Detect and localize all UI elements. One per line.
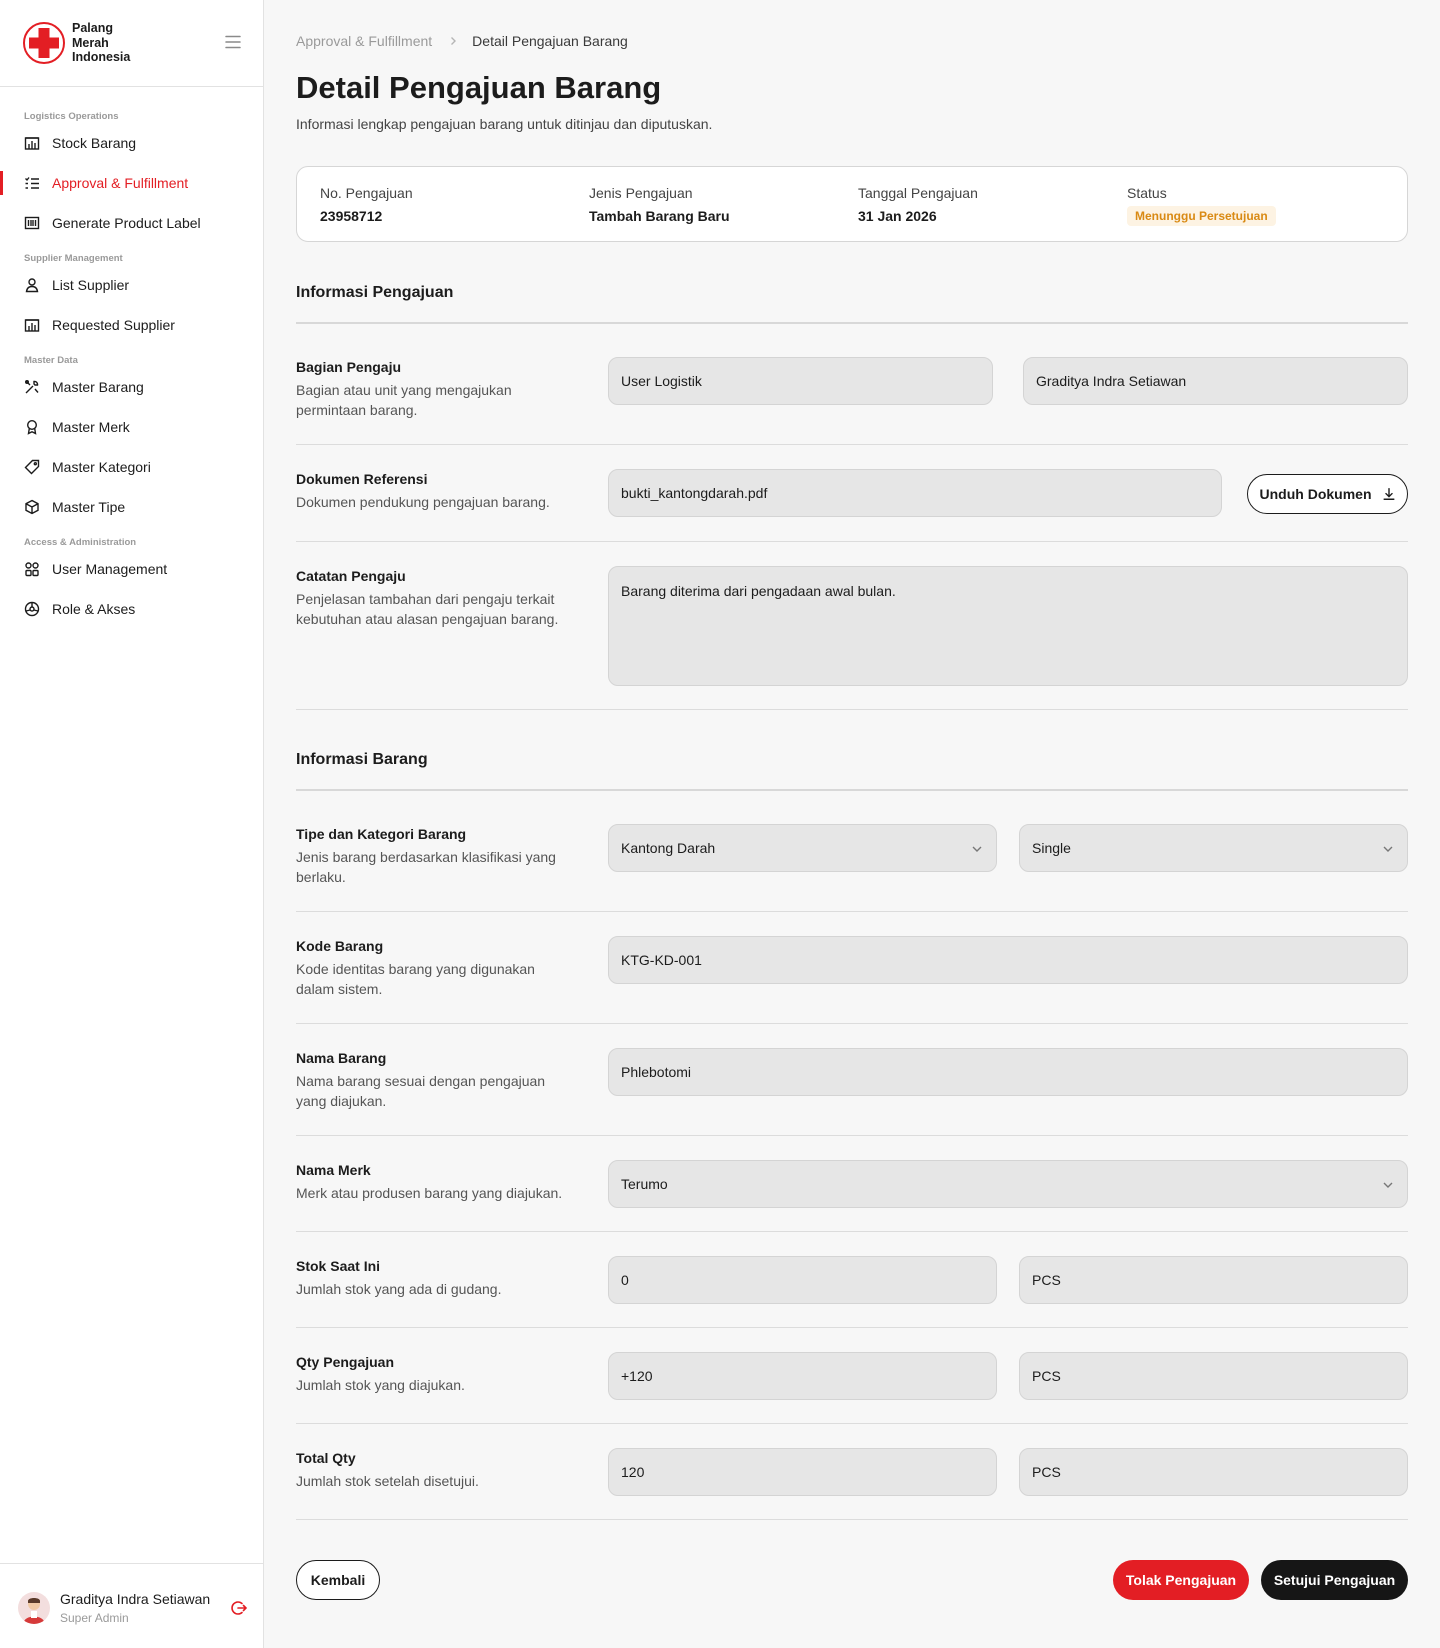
- chart-grid-icon: [24, 135, 40, 151]
- sidebar-item-master-tipe[interactable]: [0, 487, 263, 527]
- field-description: Penjelasan tambahan dari pengaju terkait kebutuhan atau alasan pengajuan barang.: [296, 591, 559, 627]
- award-icon: [24, 419, 40, 435]
- summary-label: Tanggal Pengajuan: [858, 185, 978, 201]
- row-label-nama-barang: [296, 1050, 571, 1111]
- summary-tanggal-pengajuan: [858, 185, 978, 224]
- summary-status: [1127, 185, 1276, 226]
- chevron-right-icon: [448, 36, 458, 46]
- breadcrumb-current: Detail Pengajuan Barang: [472, 33, 628, 49]
- barcode-icon: [24, 215, 40, 231]
- dokumen-referensi-field[interactable]: bukti_kantongdarah.pdf: [608, 469, 1222, 517]
- sidebar: [0, 0, 264, 1648]
- tipe-barang-select[interactable]: [608, 824, 997, 872]
- sidebar-item-label: Master Barang: [52, 379, 144, 395]
- field-label: Nama Barang: [296, 1050, 387, 1066]
- sidebar-item-label: Requested Supplier: [52, 317, 175, 333]
- catatan-pengaju-textarea[interactable]: Barang diterima dari pengadaan awal bulan.: [608, 566, 1408, 686]
- field-label: Tipe dan Kategori Barang: [296, 826, 467, 842]
- row-label-bagian-pengaju: [296, 359, 571, 420]
- summary-label: No. Pengajuan: [320, 185, 413, 201]
- user-icon: [24, 277, 40, 293]
- summary-value: 23958712: [320, 208, 383, 224]
- logout-icon[interactable]: [231, 1600, 247, 1616]
- chevron-down-icon: [970, 842, 984, 856]
- unduh-dokumen-button[interactable]: [1247, 474, 1408, 514]
- row-label-tipe-kategori: [296, 826, 571, 887]
- sidebar-item-label: Master Merk: [52, 419, 130, 435]
- field-description: Merk atau produsen barang yang diajukan.: [296, 1185, 563, 1201]
- tolak-pengajuan-button[interactable]: Tolak Pengajuan: [1113, 1560, 1249, 1600]
- field-label: Dokumen Referensi: [296, 471, 428, 487]
- brand-header: [0, 0, 263, 87]
- summary-no-pengajuan: [320, 185, 413, 224]
- select-value: Terumo: [621, 1176, 668, 1192]
- sidebar-item-label: List Supplier: [52, 277, 130, 293]
- chevron-down-icon: [1381, 1178, 1395, 1192]
- field-description: Jumlah stok setelah disetujui.: [296, 1473, 479, 1489]
- field-description: Jumlah stok yang ada di gudang.: [296, 1281, 502, 1297]
- nav-section-supplier: Supplier Management: [24, 253, 123, 264]
- bagian-unit-field[interactable]: User Logistik: [608, 357, 993, 405]
- row-divider: [296, 541, 1408, 542]
- field-description: Dokumen pendukung pengajuan barang.: [296, 494, 550, 510]
- field-label: Total Qty: [296, 1450, 356, 1466]
- sidebar-item-label: Generate Product Label: [52, 215, 201, 231]
- setujui-pengajuan-button[interactable]: Setujui Pengajuan: [1261, 1560, 1408, 1600]
- page-title: Detail Pengajuan Barang: [296, 70, 662, 105]
- sidebar-item-requested-supplier[interactable]: [0, 305, 263, 345]
- row-divider: [296, 1519, 1408, 1520]
- stok-saat-ini-field[interactable]: 0: [608, 1256, 997, 1304]
- sidebar-item-label: Approval & Fulfillment: [52, 175, 189, 191]
- summary-label: Jenis Pengajuan: [589, 185, 693, 201]
- sidebar-item-stock-barang[interactable]: [0, 123, 263, 163]
- section-title-informasi-pengajuan: Informasi Pengajuan: [296, 284, 454, 301]
- select-value: Single: [1032, 840, 1071, 856]
- row-label-stok-saat-ini: [296, 1258, 571, 1299]
- field-label: Bagian Pengaju: [296, 359, 402, 375]
- kembali-button[interactable]: Kembali: [296, 1560, 380, 1600]
- summary-card: [296, 166, 1408, 242]
- brand-line-3: Indonesia: [72, 50, 131, 64]
- sidebar-item-label: Stock Barang: [52, 135, 137, 151]
- user-name: Graditya Indra Setiawan: [60, 1591, 211, 1607]
- sidebar-item-generate-product-label[interactable]: [0, 203, 263, 243]
- row-label-kode-barang: [296, 938, 571, 999]
- page-subtitle: Informasi lengkap pengajuan barang untuk ditinjau dan diputuskan.: [296, 116, 713, 132]
- qty-pengajuan-field[interactable]: +120: [608, 1352, 997, 1400]
- sidebar-item-master-kategori[interactable]: [0, 447, 263, 487]
- sidebar-item-user-management[interactable]: [0, 549, 263, 589]
- download-icon: [1382, 487, 1396, 501]
- field-description: Jumlah stok yang diajukan.: [296, 1377, 465, 1393]
- sidebar-item-approval-fulfillment[interactable]: [0, 163, 263, 203]
- row-divider: [296, 1327, 1408, 1328]
- cube-icon: [24, 499, 40, 515]
- users-icon: [24, 561, 40, 577]
- section-title-informasi-barang: Informasi Barang: [296, 751, 428, 768]
- tools-icon: [24, 379, 40, 395]
- field-label: Qty Pengajuan: [296, 1354, 395, 1370]
- row-divider: [296, 911, 1408, 912]
- row-label-qty-pengajuan: [296, 1354, 571, 1395]
- sidebar-item-label: Master Kategori: [52, 459, 151, 475]
- stok-unit-field[interactable]: PCS: [1019, 1256, 1408, 1304]
- row-divider: [296, 709, 1408, 710]
- nav-section-master-data: Master Data: [24, 355, 78, 366]
- user-role: Super Admin: [60, 1611, 129, 1625]
- field-description: Bagian atau unit yang mengajukan permintaan barang.: [296, 382, 512, 418]
- row-label-catatan-pengaju: [296, 568, 571, 629]
- total-qty-field[interactable]: 120: [608, 1448, 997, 1496]
- field-label: Kode Barang: [296, 938, 384, 954]
- sidebar-item-label: Master Tipe: [52, 499, 126, 515]
- field-label: Stok Saat Ini: [296, 1258, 381, 1274]
- sidebar-item-master-barang[interactable]: [0, 367, 263, 407]
- field-label: Nama Merk: [296, 1162, 371, 1178]
- row-label-dokumen-referensi: [296, 471, 571, 512]
- brand-name: [72, 21, 130, 65]
- nav-section-access: Access & Administration: [24, 537, 137, 548]
- breadcrumb: [296, 33, 628, 49]
- row-label-total-qty: [296, 1450, 571, 1491]
- section-divider: [296, 322, 1408, 324]
- avatar-illustration-icon: [18, 1592, 50, 1624]
- field-description: Jenis barang berdasarkan klasifikasi yang berlaku.: [296, 849, 556, 885]
- sidebar-item-role-akses[interactable]: [0, 589, 263, 629]
- field-label: Catatan Pengaju: [296, 568, 406, 584]
- role-icon: [24, 601, 40, 617]
- pengaju-name-field[interactable]: Graditya Indra Setiawan: [1023, 357, 1408, 405]
- summary-value: 31 Jan 2026: [858, 208, 937, 224]
- tag-icon: [24, 459, 40, 475]
- button-label: Unduh Dokumen: [1259, 486, 1372, 502]
- select-value: Kantong Darah: [621, 840, 716, 856]
- row-divider: [296, 1023, 1408, 1024]
- summary-value: Tambah Barang Baru: [589, 208, 730, 224]
- field-description: Kode identitas barang yang digunakan dalam sistem.: [296, 961, 535, 997]
- breadcrumb-parent-link[interactable]: Approval & Fulfillment: [296, 33, 433, 49]
- row-divider: [296, 1231, 1408, 1232]
- row-divider: [296, 444, 1408, 445]
- kategori-barang-select[interactable]: [1019, 824, 1408, 872]
- row-divider: [296, 1135, 1408, 1136]
- brand-line-2: Merah: [72, 35, 109, 50]
- sidebar-nav: [0, 87, 263, 629]
- section-divider: [296, 789, 1408, 791]
- summary-jenis-pengajuan: [589, 185, 730, 224]
- summary-label: Status: [1127, 185, 1167, 201]
- sidebar-item-label: Role & Akses: [52, 601, 136, 617]
- user-profile: [0, 1563, 264, 1648]
- red-cross-logo-icon: [22, 21, 66, 65]
- row-divider: [296, 1423, 1408, 1424]
- chevron-down-icon: [1381, 842, 1395, 856]
- nav-section-logistics: Logistics Operations: [24, 111, 119, 122]
- total-unit-field[interactable]: PCS: [1019, 1448, 1408, 1496]
- field-description: Nama barang sesuai dengan pengajuan yang diajukan.: [296, 1073, 546, 1109]
- brand-line-1: Palang: [72, 21, 113, 35]
- sidebar-item-label: User Management: [52, 561, 168, 577]
- hamburger-menu-icon[interactable]: [225, 35, 241, 49]
- chart-grid-icon: [24, 317, 40, 333]
- list-check-icon: [24, 175, 40, 191]
- avatar[interactable]: [18, 1592, 50, 1624]
- kode-barang-field[interactable]: KTG-KD-001: [608, 936, 1408, 984]
- nama-barang-field[interactable]: Phlebotomi: [608, 1048, 1408, 1096]
- nama-merk-select[interactable]: [608, 1160, 1408, 1208]
- sidebar-item-list-supplier[interactable]: [0, 265, 263, 305]
- status-badge: Menunggu Persetujuan: [1127, 206, 1276, 226]
- qty-unit-field[interactable]: PCS: [1019, 1352, 1408, 1400]
- sidebar-item-master-merk[interactable]: [0, 407, 263, 447]
- row-label-nama-merk: [296, 1162, 571, 1203]
